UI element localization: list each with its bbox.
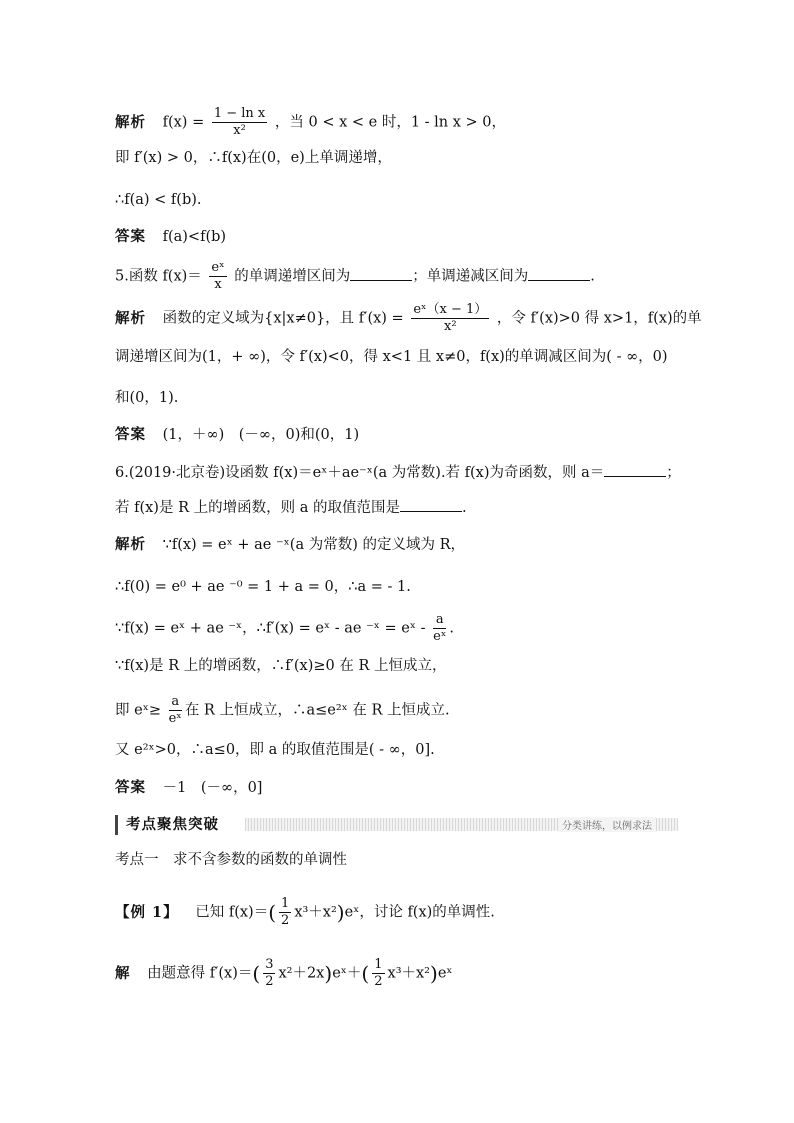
- text: eˣ，讨论 f(x)的单调性.: [344, 904, 495, 921]
- text-line-3: ∴f(a) < f(b).: [115, 192, 202, 208]
- fraction: [209, 260, 226, 293]
- text: 5.函数 f(x)＝: [115, 268, 202, 285]
- text: ∵f(x) = eˣ + ae ⁻ˣ，∴f′(x) = eˣ - ae ⁻ˣ = eˣ -: [115, 620, 426, 637]
- text: ；: [666, 465, 681, 481]
- text: 已知 f(x)＝: [195, 904, 269, 921]
- answer-blank: [350, 266, 412, 281]
- text-line-13: ∴f(0) = e⁰ + ae ⁻⁰ = 1 + a = 0，∴a = - 1.: [115, 579, 411, 595]
- text: eˣ＋: [332, 965, 362, 982]
- denominator: eˣ: [168, 711, 182, 726]
- numerator: 3: [265, 957, 274, 972]
- answer-line-3: [115, 778, 682, 798]
- text: ，当 0 < x < e 时，1 - ln x > 0，: [274, 114, 507, 131]
- text: x²＋2x: [278, 965, 325, 982]
- problem-6: [115, 462, 682, 483]
- numerator: 1: [281, 896, 290, 911]
- paren-open: (: [252, 961, 261, 986]
- denominator: eˣ: [433, 629, 447, 644]
- example-1: [115, 896, 682, 929]
- text-line-8: 和(0，1).: [115, 390, 179, 406]
- analysis-label: 解析: [115, 113, 146, 131]
- text: 函数的定义域为{x|x≠0}，且 f′(x) =: [162, 310, 404, 327]
- banner-title: 考点聚焦突破: [115, 815, 219, 835]
- text-line-15: ∵f(x)是 R 上的增函数，∴f′(x)≥0 在 R 上恒成立，: [115, 658, 447, 674]
- analysis-line-1: [115, 106, 682, 139]
- numerator: 1 − ln x: [213, 106, 266, 121]
- numerator: eˣ（x − 1）: [413, 302, 488, 317]
- paren-open: (: [361, 961, 370, 986]
- denominator: 2: [374, 974, 383, 989]
- paren-open: (: [268, 900, 277, 925]
- answer-text: (1，＋∞) (－∞，0)和(0，1): [162, 427, 360, 443]
- numerator: a: [433, 612, 446, 629]
- text: x³＋x²: [294, 904, 337, 921]
- paren-close: ): [336, 900, 345, 925]
- answer-label: 答案: [115, 228, 146, 245]
- analysis-line-6: [115, 535, 682, 555]
- numerator: a: [169, 694, 182, 711]
- answer-blank: [604, 462, 666, 477]
- fraction: [372, 957, 384, 990]
- answer-text: f(a)<f(b): [162, 229, 227, 245]
- text: ；单调递减区间为: [412, 268, 529, 285]
- text: 若 f(x)是 R 上的增函数，则 a 的取值范围是: [115, 500, 400, 516]
- answer-line-2: [115, 425, 682, 445]
- answer-blank: [400, 497, 462, 512]
- solution-line: [115, 957, 682, 990]
- answer-line-1: [115, 227, 682, 247]
- text: 6.(2019·北京卷)设函数 f(x)＝eˣ＋ae⁻ˣ(a 为常数).若 f(x)为奇函数，则 a＝: [115, 465, 605, 481]
- text: .: [461, 500, 467, 516]
- banner-subtitle: 分类讲练，以例求法: [558, 817, 656, 832]
- text-line-17: 又 e²ˣ>0，∴a≤0，即 a 的取值范围是( - ∞，0].: [115, 742, 435, 758]
- solution-label: 解: [115, 964, 131, 982]
- paren-close: ): [430, 961, 438, 986]
- answer-label: 答案: [115, 426, 146, 443]
- text: 在 R 上恒成立，∴a≤e²ˣ 在 R 上恒成立.: [184, 702, 450, 719]
- text: ∵f(x) = eˣ + ae ⁻ˣ(a 为常数) 的定义域为 R，: [162, 537, 465, 553]
- example-label: 【例 1】: [115, 903, 179, 921]
- fraction: [212, 106, 267, 139]
- topic-heading: 考点一 求不含参数的函数的单调性: [115, 852, 347, 868]
- text: x³＋x²: [387, 965, 430, 982]
- text: .: [590, 268, 595, 285]
- fraction: [433, 612, 446, 645]
- answer-text: －1 (－∞，0]: [162, 780, 263, 796]
- analysis-line-5: [115, 302, 702, 335]
- denominator: 2: [265, 974, 274, 989]
- fraction: [279, 896, 291, 929]
- text-line-2: 即 f′(x) > 0，∴f(x)在(0，e)上单调递增，: [115, 150, 392, 166]
- text: 由题意得 f′(x)＝: [147, 965, 253, 982]
- analysis-label: 解析: [115, 536, 146, 553]
- fraction: [263, 957, 275, 990]
- text: 即 eˣ≥: [115, 702, 161, 719]
- denominator: x²: [444, 319, 457, 334]
- section-banner: [115, 815, 678, 835]
- text-line-16: [115, 694, 682, 727]
- answer-label: 答案: [115, 779, 146, 796]
- numerator: eˣ: [211, 260, 225, 275]
- text: 的单调递增区间为: [234, 268, 351, 285]
- denominator: 2: [281, 913, 290, 928]
- denominator: x: [214, 277, 222, 292]
- fraction: [169, 694, 182, 727]
- problem-5: [115, 260, 682, 293]
- paren-close: ): [324, 961, 333, 986]
- numerator: 1: [374, 957, 383, 972]
- problem-6-cont: [115, 497, 682, 518]
- text: .: [449, 620, 454, 637]
- analysis-label: 解析: [115, 309, 146, 327]
- text: ，令 f′(x)>0 得 x>1，f(x)的单: [496, 310, 702, 327]
- text-line-7: 调递增区间为(1，+ ∞)，令 f′(x)<0，得 x<1 且 x≠0，f(x)的单调减区间为( - ∞，0): [115, 349, 668, 365]
- text: f(x) =: [162, 114, 205, 131]
- fraction: [411, 302, 489, 335]
- answer-blank: [528, 266, 590, 281]
- text: eˣ: [437, 965, 453, 982]
- text-line-14: [115, 612, 682, 645]
- denominator: x²: [233, 123, 246, 138]
